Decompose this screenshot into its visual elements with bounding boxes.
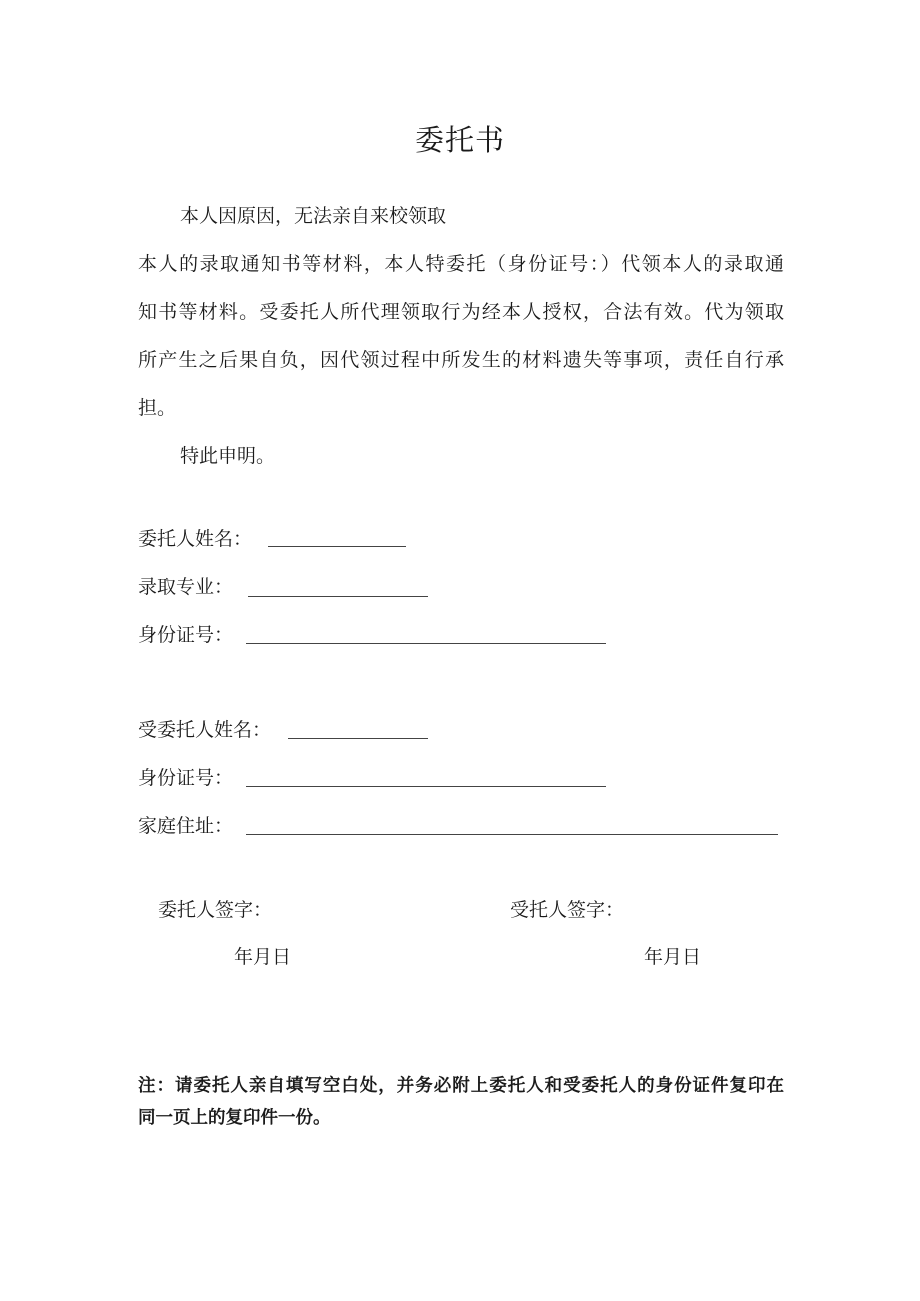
agent-name-label: 受委托人姓名： bbox=[138, 719, 272, 741]
footnote bbox=[138, 1070, 784, 1134]
principal-id-blank[interactable] bbox=[246, 643, 606, 644]
agent-signature-label: 受托人签字： bbox=[510, 899, 625, 921]
body-line-3: 知书等材料。受委托人所代理领取行为经本人授权，合法有效。代为领取 bbox=[138, 301, 784, 323]
body-line-1: 本人因原因，无法亲自来校领取 bbox=[180, 205, 447, 227]
principal-id-label: 身份证号： bbox=[138, 624, 234, 646]
agent-address-blank[interactable] bbox=[246, 834, 778, 835]
body-line-5: 担。 bbox=[138, 397, 177, 419]
principal-name-blank[interactable] bbox=[268, 546, 406, 547]
principal-major-blank[interactable] bbox=[248, 596, 428, 597]
body-line-4: 所产生之后果自负，因代领过程中所发生的材料遗失等事项，责任自行承 bbox=[138, 349, 784, 371]
principal-major-label: 录取专业： bbox=[138, 576, 234, 598]
document-title: 委托书 bbox=[414, 123, 505, 157]
footnote-line-2: 同一页上的复印件一份。 bbox=[138, 1108, 331, 1128]
declaration: 特此申明。 bbox=[180, 445, 276, 467]
agent-id-label: 身份证号： bbox=[138, 767, 234, 789]
agent-date: 年月日 bbox=[644, 946, 702, 968]
body-line-2: 本人的录取通知书等材料，本人特委托（身份证号：）代领本人的录取通 bbox=[138, 253, 784, 275]
agent-id-blank[interactable] bbox=[246, 786, 606, 787]
body-paragraph bbox=[138, 192, 784, 432]
agent-name-blank[interactable] bbox=[288, 738, 428, 739]
principal-name-label: 委托人姓名： bbox=[138, 528, 253, 550]
footnote-line-1: 注：请委托人亲自填写空白处，并务必附上委托人和受委托人的身份证件复印在 bbox=[138, 1076, 784, 1096]
principal-date: 年月日 bbox=[234, 946, 292, 968]
agent-address-label: 家庭住址： bbox=[138, 815, 234, 837]
principal-signature-label: 委托人签字： bbox=[158, 899, 273, 921]
